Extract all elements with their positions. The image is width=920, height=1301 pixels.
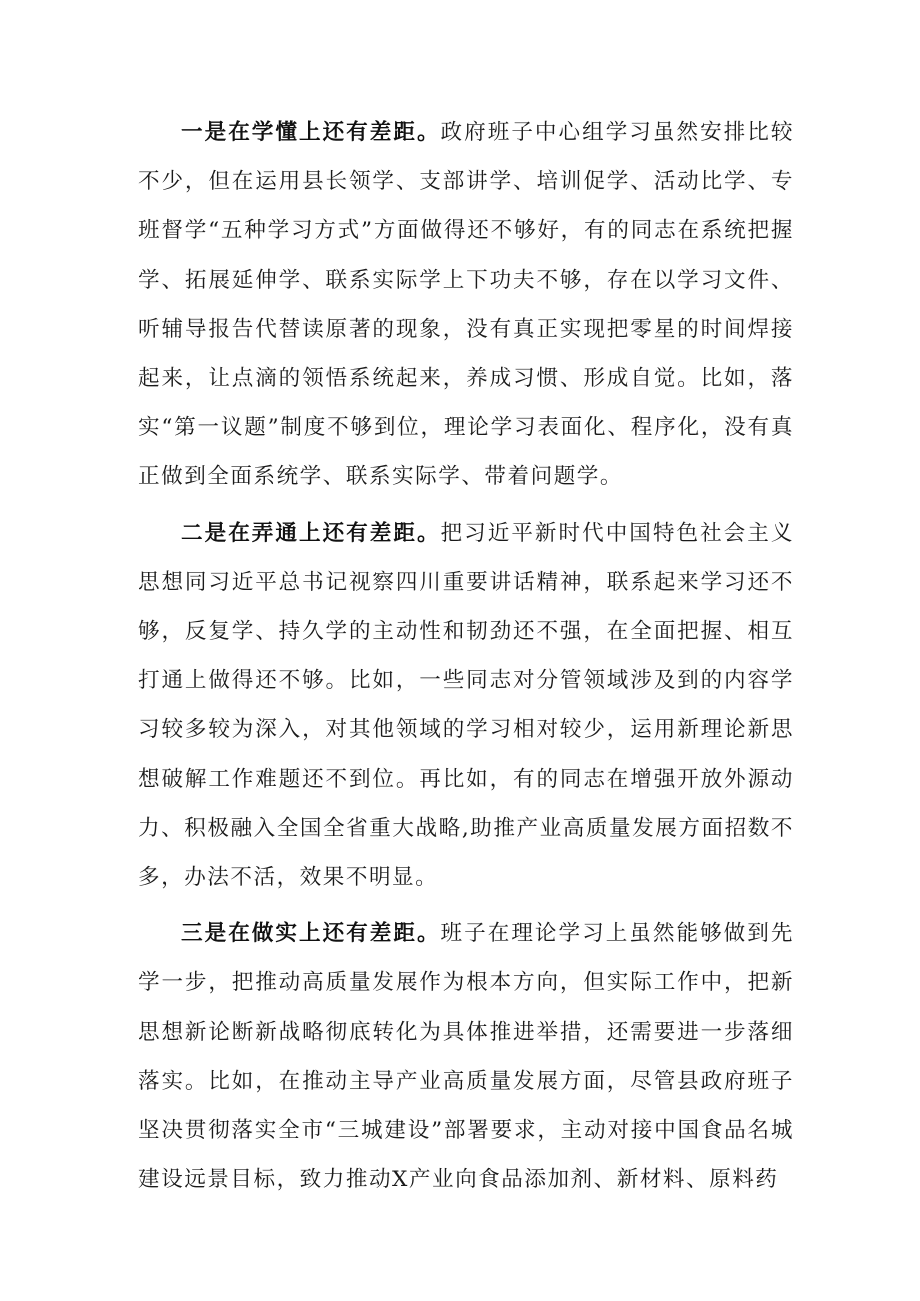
paragraph-3-text: 班子在理论学习上虽然能够做到先学一步，把推动高质量发展作为根本方向，但实际工作中，把新思想新论断新战略彻底转化为具体推进举措，还需要进一步落细落实。比如，在推动主导产业高质量发展方面，尽管县政府班子坚决贯彻落实全市“三城建设”部署要求，主动对接中国食品名城建设远景目标，致力推动X产业向食品添加剂、新材料、原料药 bbox=[138, 921, 794, 1193]
paragraph-3-heading: 三是在做实上还有差距。 bbox=[181, 921, 441, 947]
document-body bbox=[138, 108, 794, 1211]
paragraph-1 bbox=[138, 108, 794, 502]
paragraph-2-heading: 二是在弄通上还有差距。 bbox=[181, 520, 441, 546]
paragraph-1-text: 政府班子中心组学习虽然安排比较不少，但在运用县长领学、支部讲学、培训促学、活动比学、专班督学“五种学习方式”方面做得还不够好，有的同志在系统把握学、拓展延伸学、联系实际学上下功夫不够，存在以学习文件、听辅导报告代替读原著的现象，没有真正实现把零星的时间焊接起来，让点滴的领悟系统起来，养成习惯、形成自觉。比如，落实“第一议题”制度不够到位，理论学习表面化、程序化，没有真正做到全面系统学、联系实际学、带着问题学。 bbox=[138, 120, 794, 490]
paragraph-1-heading: 一是在学懂上还有差距。 bbox=[181, 120, 441, 145]
paragraph-2-text: 把习近平新时代中国特色社会主义思想同习近平总书记视察四川重要讲话精神，联系起来学习还不够，反复学、持久学的主动性和韧劲还不强，在全面把握、相互打通上做得还不够。比如，一些同志对分管领域涉及到的内容学习较多较为深入，对其他领域的学习相对较少，运用新理论新思想破解工作难题还不到位。再比如，有的同志在增强开放外源动力、积极融入全国全省重大战略,助推产业高质量发展方面招数不多，办法不活，效果不明显。 bbox=[138, 520, 794, 891]
paragraph-3 bbox=[138, 909, 794, 1204]
paragraph-2 bbox=[138, 509, 794, 903]
